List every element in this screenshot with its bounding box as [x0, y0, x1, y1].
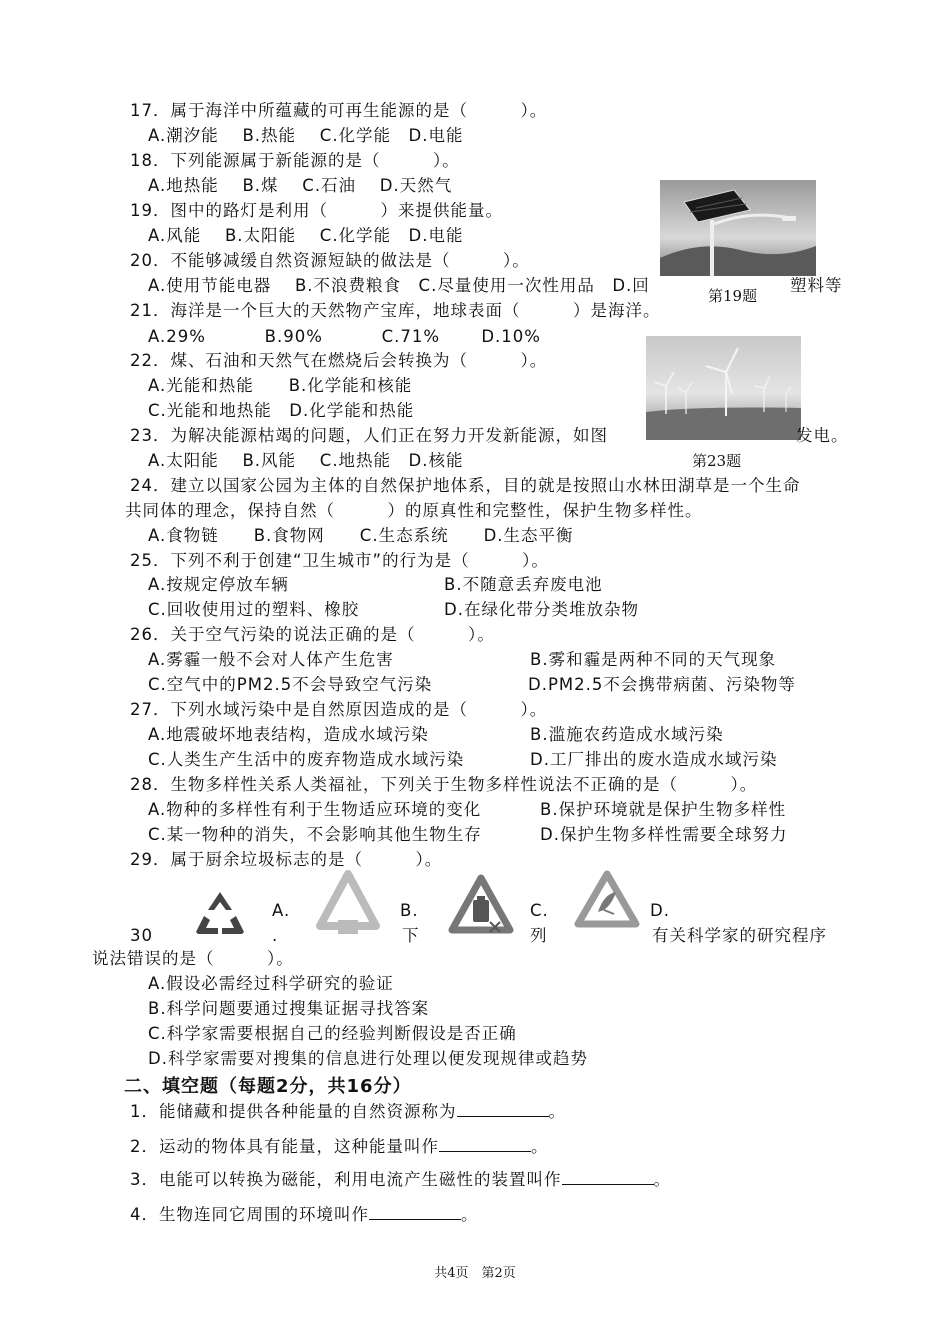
figure-19-caption: 第19题 [708, 287, 758, 305]
q28-stem: 28．生物多样性关系人类福祉，下列关于生物多样性说法不正确的是（ ）。 [130, 775, 758, 794]
q27-option-d: D.工厂排出的废水造成水域污染 [530, 750, 778, 769]
q30-option-d: D.科学家需要对搜集的信息进行处理以便发现规律或趋势 [148, 1049, 588, 1068]
q30-option-b: B.科学问题要通过搜集证据寻找答案 [148, 999, 430, 1018]
q18-options: A.地热能 B.煤 C.石油 D.天然气 [148, 176, 453, 195]
q21-stem: 21．海洋是一个巨大的天然物产宝库，地球表面（ ）是海洋。 [130, 301, 661, 320]
q19-options: A.风能 B.太阳能 C.化学能 D.电能 [148, 226, 464, 245]
q29-label-c: C. [530, 901, 549, 920]
q30-stem-tail: 有关科学家的研究程序 [652, 926, 827, 945]
q21-options: A.29% B.90% C.71% D.10% [148, 327, 541, 346]
recyclable-symbol-icon [184, 888, 256, 938]
q23-stem-tail: 发电。 [796, 426, 849, 445]
kitchen-waste-symbol-icon [574, 870, 640, 930]
fill-blank-3 [562, 1166, 654, 1185]
q24-options: A.食物链 B.食物网 C.生态系统 D.生态平衡 [148, 526, 574, 545]
fill-item-1: 1．能储藏和提供各种能量的自然资源称为 。 [130, 1098, 566, 1123]
q26-option-c: C.空气中的PM2.5不会导致空气污染 [148, 675, 433, 694]
q29-label-a: A. [272, 901, 291, 920]
q20-options-tail: 塑料等 [790, 276, 843, 295]
q19-stem: 19．图中的路灯是利用（ ）来提供能量。 [130, 201, 503, 220]
wind-turbine-image [646, 336, 801, 440]
q30-dot: . [272, 926, 279, 945]
section-2-title: 二、填空题（每题2分，共16分） [124, 1076, 412, 1097]
q20-stem: 20．不能够减缓自然资源短缺的做法是（ ）。 [130, 251, 530, 270]
q30-number: 30 [130, 926, 153, 945]
figure-23-caption: 第23题 [692, 452, 742, 470]
q17-options: A.潮汐能 B.热能 C.化学能 D.电能 [148, 126, 464, 145]
q20-options: A.使用节能电器 B.不浪费粮食 C.尽量使用一次性用品 D.回 [148, 276, 650, 295]
q27-option-a: A.地震破坏地表结构，造成水域污染 [148, 725, 429, 744]
q23-options: A.太阳能 B.风能 C.地热能 D.核能 [148, 451, 464, 470]
fill-blank-2 [439, 1133, 531, 1152]
solar-streetlight-image [660, 180, 816, 276]
q29-label-d: D. [650, 901, 670, 920]
page-footer: 共4页 第2页 [434, 1266, 516, 1281]
q28-option-a: A.物种的多样性有利于生物适应环境的变化 [148, 800, 482, 819]
q27-option-c: C.人类生产生活中的废弃物造成水域污染 [148, 750, 465, 769]
q30-option-c: C.科学家需要根据自己的经验判断假设是否正确 [148, 1024, 517, 1043]
q27-option-b: B.滥施农药造成水域污染 [530, 725, 724, 744]
q26-option-d: D.PM2.5不会携带病菌、污染物等 [528, 675, 796, 694]
q25-option-c: C.回收使用过的塑料、橡胶 [148, 600, 360, 619]
fill-item-3: 3．电能可以转换为磁能，利用电流产生磁性的装置叫作 。 [130, 1166, 671, 1191]
q26-stem: 26．关于空气污染的说法正确的是（ ）。 [130, 625, 495, 644]
hazardous-waste-symbol-icon [446, 874, 516, 938]
q30-fragment-lie: 列 [530, 926, 548, 945]
q26-option-b: B.雾和霾是两种不同的天气现象 [530, 650, 777, 669]
q24-stem-line2: 共同体的理念，保持自然（ ）的原真性和完整性，保护生物多样性。 [125, 501, 703, 520]
q30-stem-line2: 说法错误的是（ ）。 [92, 949, 294, 968]
other-waste-symbol-icon [316, 870, 380, 940]
q29-label-b: B. [400, 901, 419, 920]
fill-item-4: 4．生物连同它周围的环境叫作 。 [130, 1201, 479, 1226]
q25-option-b: B.不随意丢弃废电池 [444, 575, 603, 594]
q25-option-a: A.按规定停放车辆 [148, 575, 289, 594]
fill-blank-4 [369, 1201, 461, 1220]
q28-option-b: B.保护环境就是保护生物多样性 [540, 800, 787, 819]
q27-stem: 27．下列水域污染中是自然原因造成的是（ ）。 [130, 700, 548, 719]
fill-blank-1 [457, 1098, 549, 1117]
q26-option-a: A.雾霾一般不会对人体产生危害 [148, 650, 394, 669]
q29-stem: 29．属于厨余垃圾标志的是（ ）。 [130, 850, 443, 869]
q28-option-c: C.某一物种的消失，不会影响其他生物生存 [148, 825, 482, 844]
q25-stem: 25．下列不利于创建“卫生城市”的行为是（ ）。 [130, 551, 549, 570]
q28-option-d: D.保护生物多样性需要全球努力 [540, 825, 788, 844]
q25-option-d: D.在绿化带分类堆放杂物 [444, 600, 639, 619]
q22-options-line2: C.光能和地热能 D.化学能和热能 [148, 401, 415, 420]
q17-stem: 17．属于海洋中所蕴藏的可再生能源的是（ ）。 [130, 101, 548, 120]
fill-item-2: 2．运动的物体具有能量，这种能量叫作 。 [130, 1133, 549, 1158]
q23-stem: 23．为解决能源枯竭的问题，人们正在努力开发新能源，如图 [130, 426, 608, 445]
q30-fragment-xia: 下 [402, 926, 420, 945]
q22-stem: 22．煤、石油和天然气在燃烧后会转换为（ ）。 [130, 351, 548, 370]
q18-stem: 18．下列能源属于新能源的是（ ）。 [130, 151, 460, 170]
q30-option-a: A.假设必需经过科学研究的验证 [148, 974, 394, 993]
q22-options-line1: A.光能和热能 B.化学能和核能 [148, 376, 413, 395]
q24-stem-line1: 24．建立以国家公园为主体的自然保护地体系，目的就是按照山水林田湖草是一个生命 [130, 476, 801, 495]
